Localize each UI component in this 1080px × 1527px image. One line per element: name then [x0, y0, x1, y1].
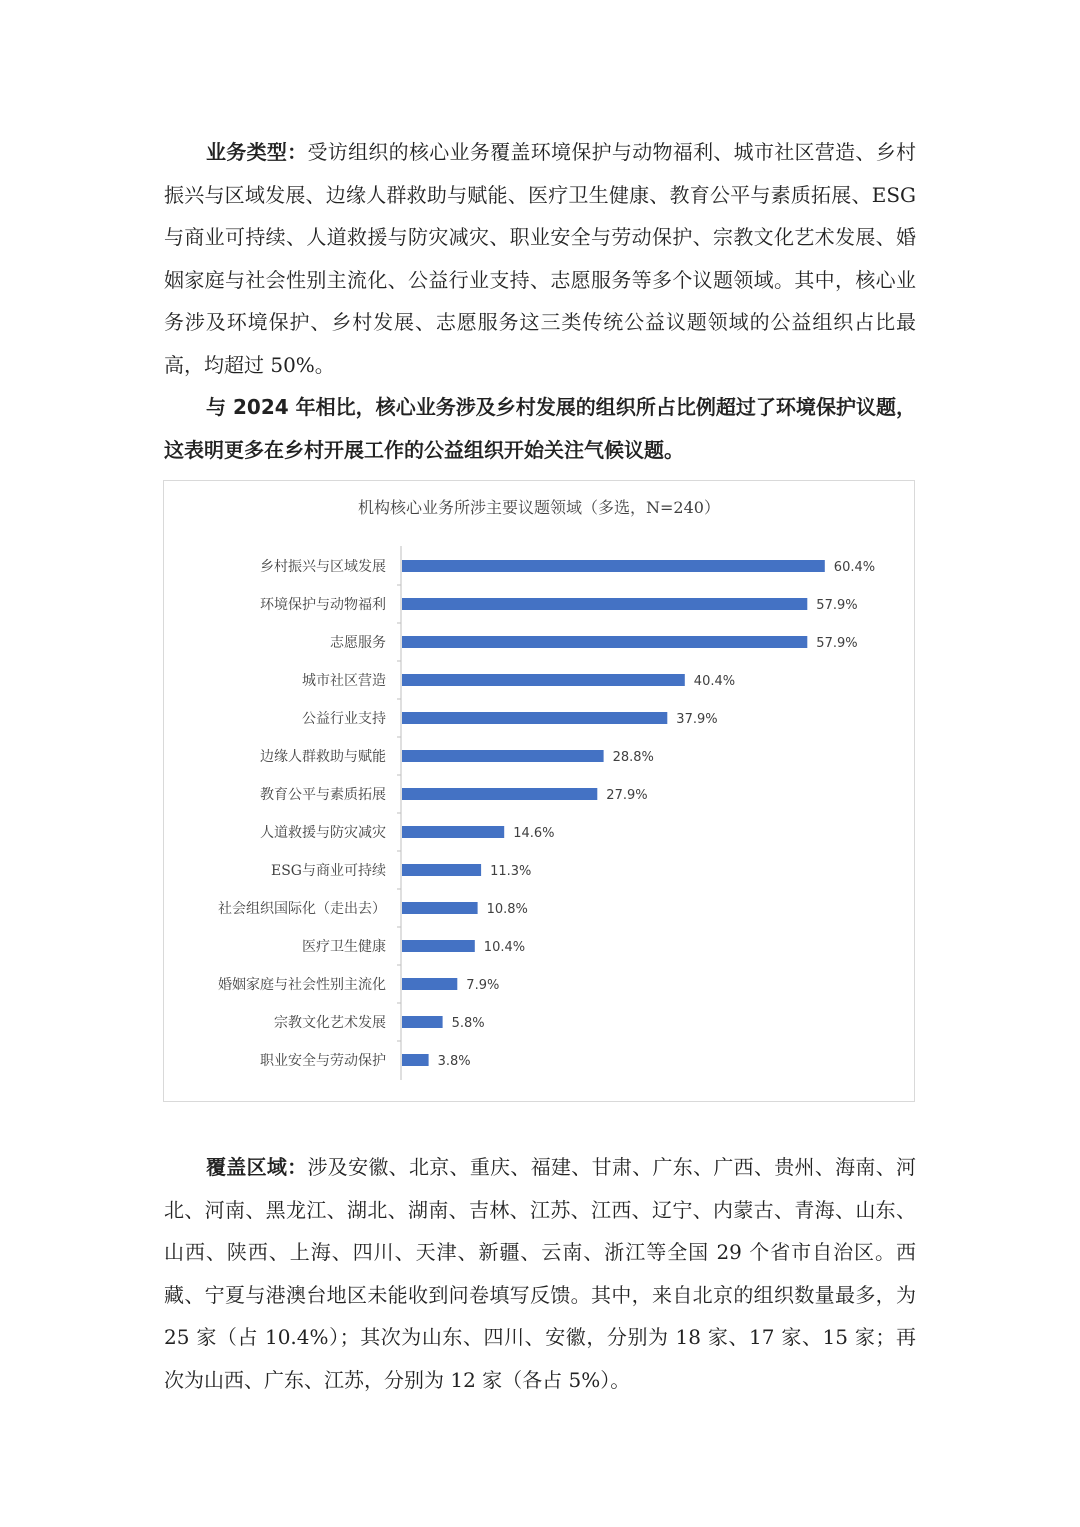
comparison-text: 与 2024 年相比，核心业务涉及乡村发展的组织所占比例超过了环境保护议题，这表明更多在乡村开展工作的公益组织开始关注气候议题。	[164, 395, 916, 462]
category-label: 志愿服务	[330, 635, 386, 651]
category-label: 边缘人群救助与赋能	[260, 749, 386, 765]
category-label: 社会组织国际化（走出去）	[218, 901, 386, 917]
bar	[402, 750, 604, 762]
category-label: 宗教文化艺术发展	[274, 1015, 386, 1031]
bar	[402, 1016, 443, 1028]
bar	[402, 636, 807, 648]
category-label: 婚姻家庭与社会性别主流化	[218, 977, 386, 993]
business-type-text: 受访组织的核心业务覆盖环境保护与动物福利、城市社区营造、乡村振兴与区域发展、边缘人群救助与赋能、医疗卫生健康、教育公平与素质拓展、ESG 与商业可持续、人道救援与防灾减灾、职业安全与劳动保护、宗教文化艺术发展、婚姻家庭与社会性别主流化、公益行业支持、志愿服务等多个议题领域。其中，核心业务涉及环境保护、乡村发展、志愿服务这三类传统公益议题领域的公益组织占比最高，均超过 50%。	[164, 140, 917, 377]
data-label: 3.8%	[437, 1054, 471, 1069]
bar	[402, 826, 504, 838]
coverage-text: 涉及安徽、北京、重庆、福建、甘肃、广东、广西、贵州、海南、河北、河南、黑龙江、湖北、湖南、吉林、江苏、江西、辽宁、内蒙古、青海、山东、山西、陕西、上海、四川、天津、新疆、云南、浙江等全国 29 个省市自治区。西藏、宁夏与港澳台地区未能收到问卷填写反馈。其中，来自北京的组织数量最多，为 25 家（占 10.4%）；其次为山东、四川、安徽，分别为 18 家、17 家、15 家；再次为山西、广东、江苏，分别为 12 家（各占 5%）。	[164, 1155, 917, 1392]
data-label: 37.9%	[676, 712, 718, 727]
bar	[402, 598, 807, 610]
category-label: ESG与商业可持续	[271, 863, 386, 879]
data-label: 11.3%	[490, 864, 532, 879]
data-label: 27.9%	[606, 788, 648, 803]
category-label: 教育公平与素质拓展	[260, 787, 386, 803]
chart-plot	[164, 481, 916, 1103]
comparison-paragraph	[164, 386, 916, 471]
chart-title: 机构核心业务所涉主要议题领域（多选，N=240）	[358, 498, 720, 517]
coverage-paragraph	[164, 1146, 916, 1401]
category-label: 公益行业支持	[302, 711, 386, 727]
business-type-lead: 业务类型：	[206, 140, 308, 164]
data-label: 7.9%	[466, 978, 500, 993]
data-label: 28.8%	[612, 750, 654, 765]
issue-areas-chart	[163, 480, 915, 1102]
bar	[402, 560, 825, 572]
category-label: 乡村振兴与区域发展	[260, 559, 386, 575]
bar	[402, 1054, 429, 1066]
data-label: 40.4%	[693, 674, 736, 689]
data-label: 5.8%	[451, 1016, 485, 1031]
data-label: 57.9%	[816, 636, 858, 651]
category-label: 人道救援与防灾减灾	[260, 825, 386, 841]
category-label: 环境保护与动物福利	[260, 597, 386, 613]
bar	[402, 674, 685, 686]
data-label: 14.6%	[513, 826, 555, 841]
data-label: 10.8%	[486, 902, 528, 917]
bar	[402, 940, 475, 952]
business-type-paragraph	[164, 131, 916, 386]
category-label: 城市社区营造	[302, 673, 386, 689]
bar	[402, 712, 667, 724]
category-label: 职业安全与劳动保护	[260, 1053, 386, 1069]
bar	[402, 902, 478, 914]
data-label: 10.4%	[483, 940, 526, 955]
bar	[402, 978, 457, 990]
category-label: 医疗卫生健康	[302, 939, 386, 955]
bar	[402, 788, 597, 800]
bar	[402, 864, 481, 876]
data-label: 57.9%	[816, 598, 858, 613]
coverage-lead: 覆盖区域：	[206, 1155, 308, 1179]
data-label: 60.4%	[833, 560, 876, 575]
